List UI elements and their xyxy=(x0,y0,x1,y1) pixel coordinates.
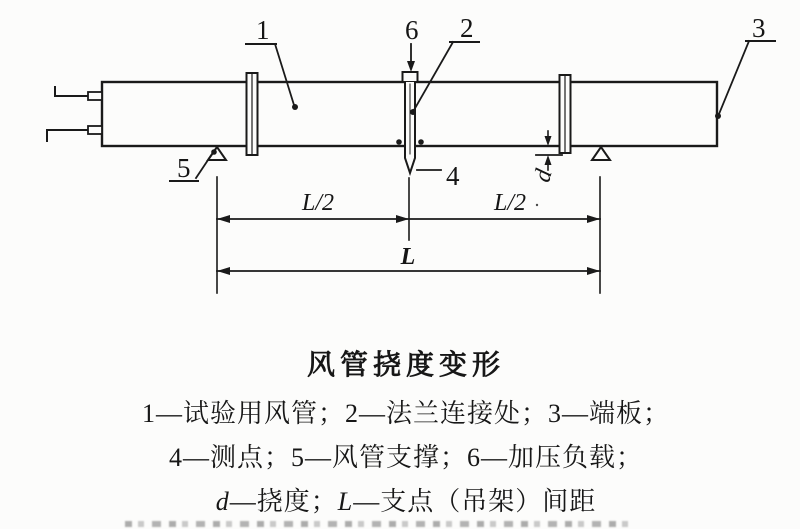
callout-3-leader xyxy=(715,41,775,119)
flange-middle-pointer xyxy=(396,72,424,173)
load-arrow xyxy=(407,44,415,72)
pressure-tap-lower xyxy=(47,126,102,141)
deflection-label: d xyxy=(529,166,558,185)
pressure-tap-upper xyxy=(55,87,102,100)
deflection-dimension xyxy=(536,131,562,170)
support-left xyxy=(208,147,226,160)
support-right xyxy=(592,147,610,160)
legend-L-symbol: L xyxy=(337,487,354,516)
legend-line-2: 4—测点；5—风管支撑；6—加压负载； xyxy=(168,443,643,472)
callout-4-label: 4 xyxy=(446,161,460,191)
callout-6-label: 6 xyxy=(405,15,419,45)
callout-3-label: 3 xyxy=(752,13,766,43)
legend-line-3 xyxy=(6,481,800,518)
figure-title: 风管挠度变形 xyxy=(306,350,505,381)
legend-L-text: —支点（吊架）间距 xyxy=(353,487,597,516)
callout-1-label: 1 xyxy=(256,15,270,45)
legend-line-1: 1—试验用风管；2—法兰连接处；3—端板； xyxy=(141,399,670,428)
span-label: L xyxy=(400,244,416,270)
cutoff-text-row xyxy=(125,521,630,527)
callout-2-label: 2 xyxy=(460,13,474,43)
half-span-right-label: L/2 xyxy=(493,190,527,216)
callout-2-leader xyxy=(410,42,479,115)
legend-d-text: —挠度； xyxy=(229,487,338,516)
flange-left xyxy=(247,73,258,155)
extension-lines xyxy=(217,177,600,293)
callout-5-label: 5 xyxy=(177,153,191,183)
legend-d-symbol: d xyxy=(215,487,230,516)
half-span-left-label: L/2 xyxy=(301,190,335,216)
flange-right xyxy=(560,75,571,153)
